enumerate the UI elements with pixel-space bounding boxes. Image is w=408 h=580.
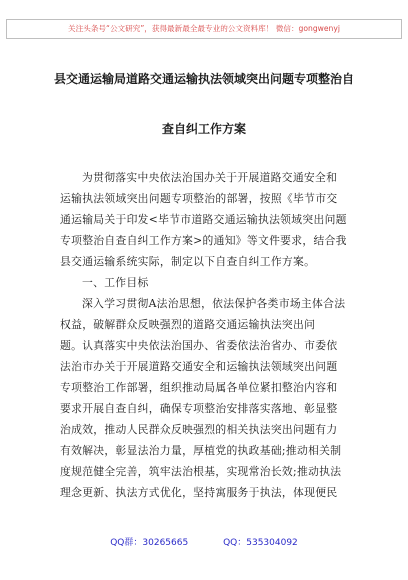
body-line: 专项整治自查自纠工作方案>的通知》等文件要求，结合我	[60, 234, 347, 247]
document-title-line-2: 查自纠工作方案	[161, 122, 246, 136]
contact-footer	[0, 535, 408, 548]
qq-number: QQ：535304092	[223, 538, 298, 548]
body-line: 治成效，推动人民群众反映强烈的相关执法突出问题有力	[60, 423, 338, 436]
body-line: 权益，破解群众反映强烈的道路交通运输执法突出问	[60, 318, 316, 331]
document-title-line-1: 县交通运输局道路交通运输执法领域突出问题专项整治自	[53, 72, 354, 86]
document-body	[60, 167, 350, 503]
promo-banner	[6, 19, 402, 39]
body-line: 有效解决，彰显法治力量，厚植党的执政基础;推动相关制	[60, 444, 342, 457]
body-line: 题。认真落实中央依法治国办、省委依法治省办、市委依	[60, 339, 338, 352]
body-line: 一、工作目标	[82, 276, 149, 289]
qq-group-number: QQ群：30265665	[110, 538, 189, 548]
body-line: 通运输局关于印发<毕节市道路交通运输执法领域突出问题	[60, 213, 347, 226]
body-line: 县交通运输系统实际，制定以下自查自纠工作方案。	[60, 255, 316, 268]
body-line: 要求开展自查自纠，确保专项整治安排落实落地、彰显整	[60, 402, 338, 415]
body-line: 度规范健全完善，筑牢法治根基，实现常治长效;推动执法	[60, 465, 342, 478]
body-line: 理念更新、执法方式优化，坚持寓服务于执法，体现便民	[60, 486, 338, 499]
body-line: 深入学习贯彻A法治思想，依法保护各类市场主体合法	[82, 297, 346, 310]
body-line: 法治市办关于开展道路交通安全和运输执法领域突出问题	[60, 360, 338, 373]
body-line: 运输执法领域突出问题专项整治的部署，按照《毕节市交	[60, 192, 338, 205]
body-line: 为贯彻落实中央依法治国办关于开展道路交通安全和	[82, 171, 338, 184]
body-line: 专项整治工作部署，组织推动局属各单位紧扣整治内容和	[60, 381, 338, 394]
promo-banner-text: 关注头条号“公文研究”，获得最新最全最专业的公文资料库！ 微信：gongwenyj	[68, 24, 340, 33]
